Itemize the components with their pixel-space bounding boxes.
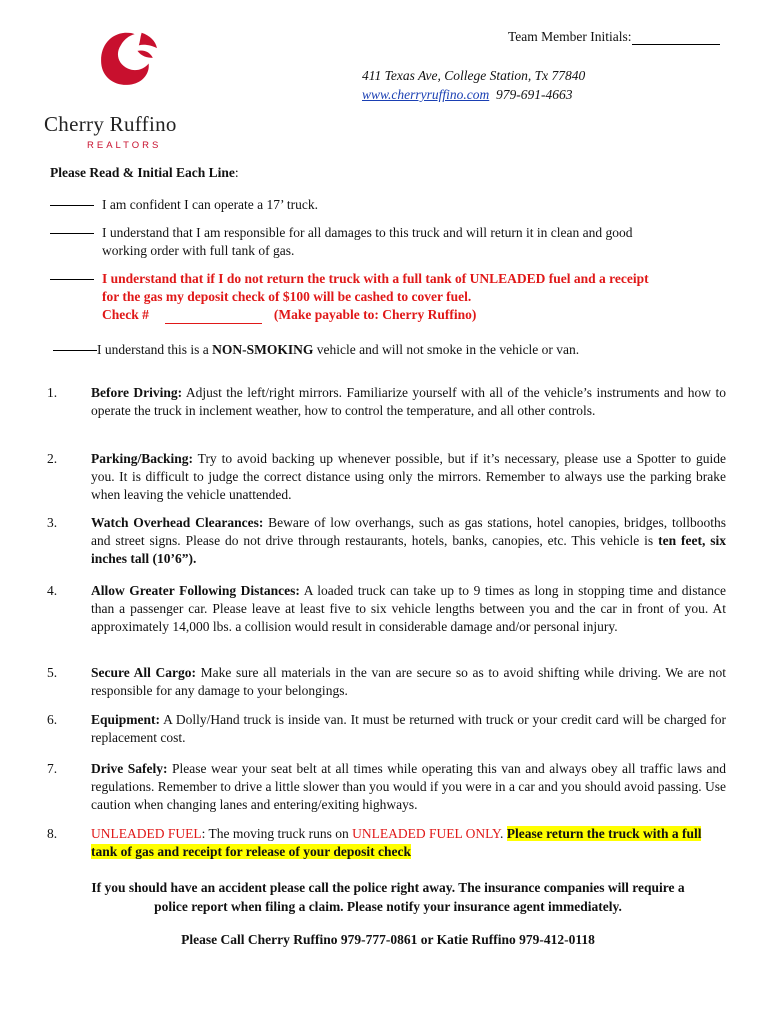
item-number: 2. [47,451,58,466]
team-member-initials [508,29,720,45]
item-title: Secure All Cargo: [91,665,196,680]
fuel-text: : The moving truck runs on [201,826,353,841]
line2b-text: working order with full tank of gas. [102,243,295,258]
item-number: 5. [47,665,58,680]
address-block [362,66,585,104]
website-link[interactable]: www.cherryruffino.com [362,87,490,102]
initial-line-2 [50,224,632,260]
item-title: Drive Safely: [91,761,168,776]
initial-blank-1[interactable] [50,205,94,206]
initial-blank-4[interactable] [53,350,97,351]
item-title: Parking/Backing: [91,451,194,466]
fuel-highlight: Please return the truck with a full tank of gas and receipt for release of your deposit check [91,826,702,859]
check-number-blank[interactable] [165,309,262,324]
item-text: Adjust the left/right mirrors. Familiarize yourself with all of the vehicle’s instruments and how to operate the truck in inclement weather, how to control the temperature, and all other controls. [91,385,726,418]
contact-line: Please Call Cherry Ruffino 979-777-0861 or Katie Ruffino 979-412-0118 [181,932,595,947]
heading-colon: : [234,165,239,180]
item-text: A Dolly/Hand truck is inside van. It must be returned with truck or your credit card will be charged for replacement cost. [91,712,726,745]
fuel-only: UNLEADED FUEL ONLY [352,826,500,841]
item-title: Equipment: [91,712,161,727]
initial-blank-3[interactable] [50,279,94,280]
item-text: A loaded truck can take up to 9 times as long in stopping time and distance than a passenger car. Please leave at least five to six vehicle lengths between you and the car in front of you. At approximately 14,000 lbs. a collision would result in considerable damage and/or personal injury. [91,583,726,634]
accident-notice [48,878,728,916]
line4-pre: I understand this is a [97,342,213,357]
item-bold-end: ten feet, six inches tall (10’6”). [91,533,726,566]
item-text: Make sure all materials in the van are secure so as to avoid shifting while driving. We are not responsible for any damage to your belongings. [91,665,726,698]
line3b-text: for the gas my deposit check of $100 will be cashed to cover fuel. [102,289,472,304]
item-title: Allow Greater Following Distances: [91,583,300,598]
item-number: 3. [47,515,58,530]
line4-bold: NON-SMOKING [212,342,314,357]
item-number: 7. [47,761,58,776]
instructions-heading [50,165,239,181]
item-number: 4. [47,583,58,598]
item-title: Before Driving: [91,385,183,400]
accident-line-2: police report when filing a claim. Please notify your insurance agent immediately. [154,899,622,914]
item-text: Beware of low overhangs, such as gas stations, hotel canopies, bridges, tollbooths and street signs. Please do not drive through restaurants, hotels, banks, canopies, etc. This vehicle is [91,515,726,548]
initial-blank-2[interactable] [50,233,94,234]
fuel-dot: . [500,826,507,841]
item-text: Please wear your seat belt at all times while operating this van and always obey all traffic laws and regulations. Remember to drive a little slower than you would if you were in a car and you should avoid passing. Use caution when changing lanes and entering/exiting highways. [91,761,726,812]
logo-sub: REALTORS [87,140,162,151]
line1-text: I am confident I can operate a 17’ truck. [102,197,319,212]
line4-post: vehicle and will not smoke in the vehicle or van. [313,342,580,357]
item-number: 1. [47,385,58,400]
item-number: 8. [47,826,58,841]
item-title: Watch Overhead Clearances: [91,515,264,530]
phone: 979-691-4663 [496,87,573,102]
line2a-text: I understand that I am responsible for all damages to this truck and will return it in clean and good [102,225,633,240]
initials-blank[interactable] [632,30,720,45]
initial-line-3 [50,270,649,324]
address: 411 Texas Ave, College Station, Tx 77840 [362,68,586,83]
initial-line-1 [50,196,318,214]
initial-line-4 [53,341,579,359]
fuel-label: UNLEADED FUEL [91,826,202,841]
initials-label: Team Member Initials: [508,29,632,44]
logo-name: Cherry Ruffino [44,112,177,136]
check-label: Check # [102,307,149,322]
payable-text: (Make payable to: Cherry Ruffino) [273,307,477,322]
line3a-text: I understand that if I do not return the truck with a full tank of UNLEADED fuel and a receipt [102,271,649,286]
heading-text: Please Read & Initial Each Line [50,165,235,180]
accident-line-1: If you should have an accident please call the police right away. The insurance companies will require a [91,880,685,895]
item-number: 6. [47,712,58,727]
cherry-logo-icon [42,30,212,115]
item-text: Try to avoid backing up whenever possible, but if it’s necessary, please use a Spotter to guide you. It is difficult to judge the correct distance using only the mirrors. Remember to always use the parking brake when leaving the vehicle unattended. [91,451,726,502]
